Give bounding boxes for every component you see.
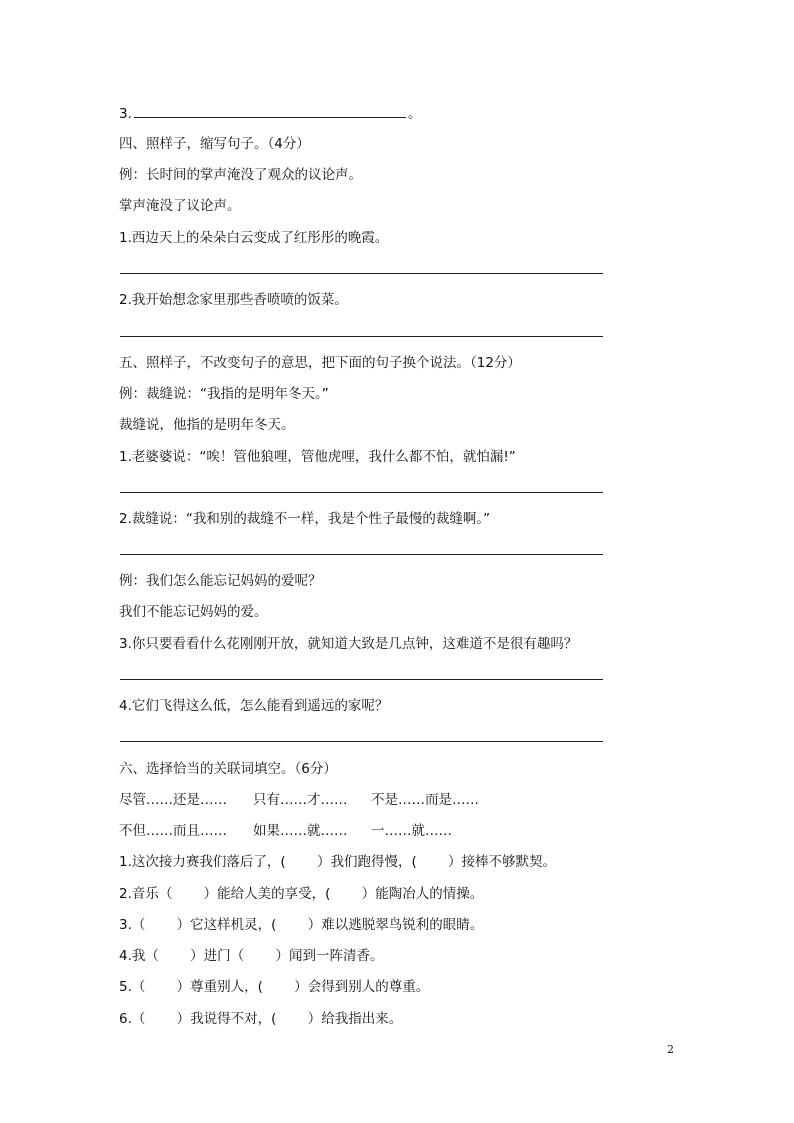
section6-title: 六、选择恰当的关联词填空。（6分）	[119, 761, 337, 777]
section4-title: 四、照样子，缩写句子。（4分）	[119, 136, 310, 152]
conjunction-option: 不是……而是……	[371, 792, 479, 808]
answer-line	[120, 273, 603, 274]
answer-line	[120, 336, 603, 337]
conjunction-option: 只有……才……	[253, 792, 348, 808]
section5-item: 1.老婆婆说：“唉！管他狼哩，管他虎哩，我什么都不怕，就怕漏!”	[119, 449, 516, 465]
page-number: 2	[667, 1043, 674, 1056]
answer-line	[120, 741, 603, 742]
section4-item: 2.我开始想念家里那些香喷喷的饭菜。	[119, 292, 348, 308]
q3-number: 3.	[119, 106, 132, 122]
section4-item: 1.西边天上的朵朵白云变成了红彤彤的晚霞。	[119, 230, 389, 246]
section6-item: 3.（ ）它这样机灵，( ）难以逃脱翠鸟锐利的眼睛。	[119, 917, 484, 933]
q3-end-mark: 。	[407, 106, 422, 122]
section5-example1: 例：裁缝说：“我指的是明年冬天。”	[119, 386, 329, 402]
conjunction-option: 尽管……还是……	[119, 792, 227, 808]
section5-item: 3.你只要看看什么花刚刚开放，就知道大致是几点钟，这难道不是很有趣吗？	[119, 636, 578, 652]
section4-example: 例：长时间的掌声淹没了观众的议论声。	[119, 167, 362, 183]
answer-line	[120, 554, 603, 555]
conjunction-option: 不但……而且……	[119, 823, 227, 839]
section6-item: 6.（ ）我说得不对，( ）给我指出来。	[119, 1011, 403, 1027]
section5-item: 4.它们飞得这么低，怎么能看到遥远的家呢？	[119, 698, 389, 714]
answer-line	[134, 104, 406, 118]
section5-example1-answer: 裁缝说，他指的是明年冬天。	[119, 417, 295, 433]
conjunction-option: 一……就……	[371, 823, 452, 839]
answer-line	[120, 679, 603, 680]
section5-item: 2.裁缝说：“我和别的裁缝不一样，我是个性子最慢的裁缝啊。”	[119, 511, 491, 527]
section6-item: 4.我（ ）进门（ ）闻到一阵清香。	[119, 948, 384, 964]
section6-item: 1.这次接力赛我们落后了，( ）我们跑得慢，( ）接棒不够默契。	[119, 854, 556, 870]
section5-title: 五、照样子，不改变句子的意思，把下面的句子换个说法。（12分）	[119, 355, 521, 371]
section4-example-answer: 掌声淹没了议论声。	[119, 198, 241, 214]
answer-line	[120, 492, 603, 493]
section5-example2-answer: 我们不能忘记妈妈的爱。	[119, 604, 268, 620]
section6-item: 5.（ ）尊重别人，( ）会得到别人的尊重。	[119, 979, 430, 995]
q3-fill-line	[119, 104, 421, 123]
section5-example2: 例：我们怎么能忘记妈妈的爱呢？	[119, 573, 322, 589]
section6-item: 2.音乐（ ）能给人美的享受，( ）能陶冶人的情操。	[119, 886, 484, 902]
conjunction-option: 如果……就……	[253, 823, 348, 839]
